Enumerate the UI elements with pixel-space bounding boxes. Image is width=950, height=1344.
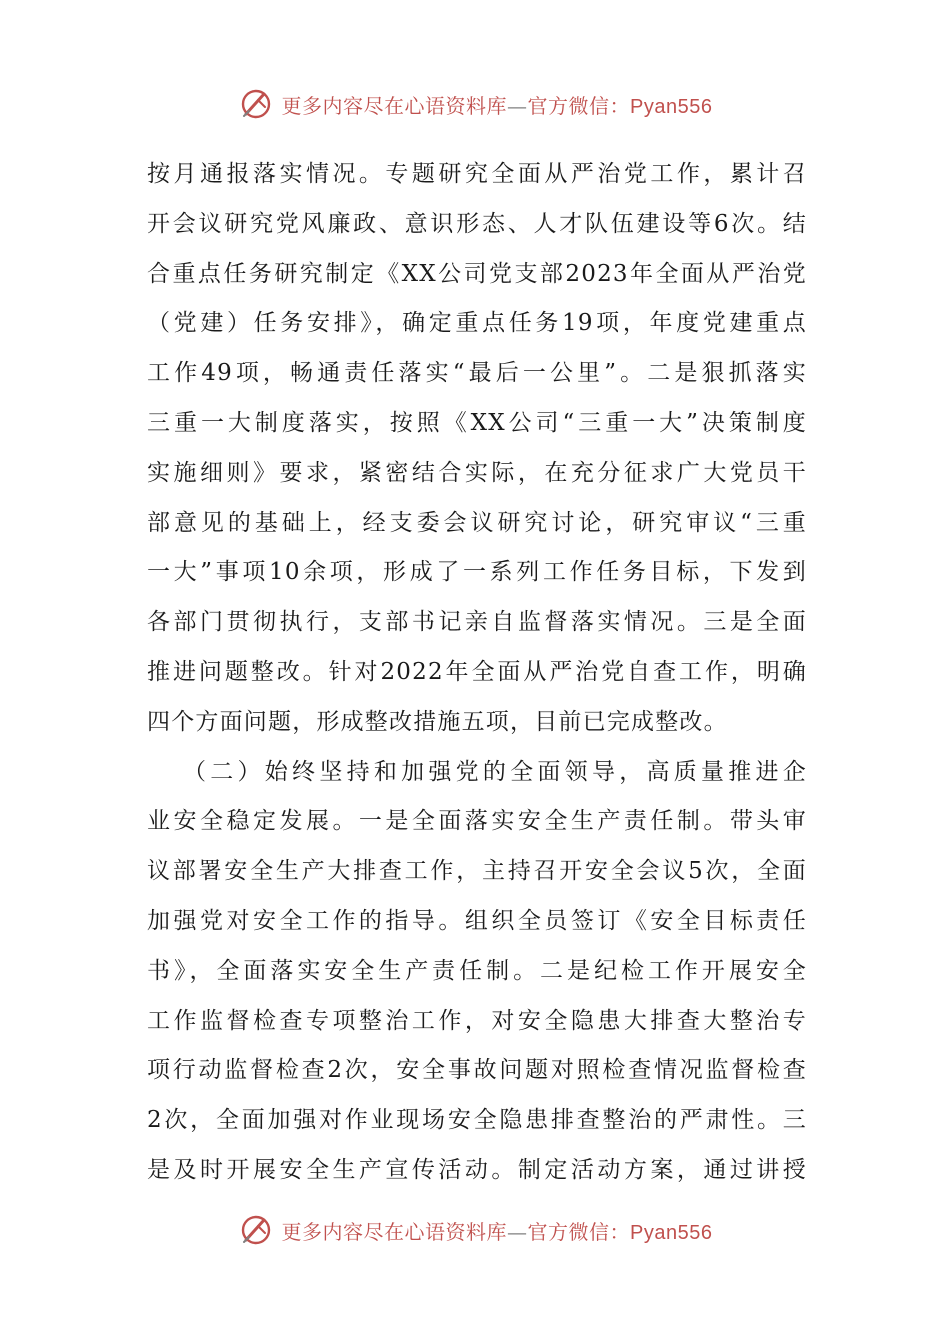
watermark-handle: Pyan556 <box>630 95 713 118</box>
text-line: 按月通报落实情况。专题研究全面从严治党工作，累计召 <box>147 161 807 187</box>
text-line: 三重一大制度落实，按照《XX公司“三重一大”决策制度 <box>147 409 807 436</box>
paragraph-1 <box>147 150 807 748</box>
text-line: 2次，全面加强对作业现场安全隐患排查整治的严肃性。三 <box>147 1107 807 1134</box>
text-line: 推进问题整改。针对2022年全面从严治党自查工作，明确 <box>147 658 807 685</box>
text-line: 是及时开展安全生产宣传活动。制定活动方案，通过讲授 <box>147 1156 807 1183</box>
text-line: 业安全稳定发展。一是全面落实安全生产责任制。带头审 <box>147 808 807 835</box>
text-line: 四个方面问题，形成整改措施五项，目前已完成整改。 <box>147 708 728 735</box>
header-watermark <box>0 84 950 124</box>
watermark-main-text: 更多内容尽在心语资料库 <box>281 93 508 118</box>
document-body <box>147 150 807 1196</box>
text-line: 议部署安全生产大排查工作，主持召开安全会议5次，全面 <box>147 858 807 885</box>
section-heading-line: （二）始终坚持和加强党的全面领导，高质量推进企 <box>183 758 807 785</box>
text-line: 一大”事项10余项，形成了一系列工作任务目标，下发到 <box>147 559 807 586</box>
text-line: 实施细则》要求，紧密结合实际，在充分征求广大党员干 <box>147 459 807 486</box>
text-line: 合重点任务研究制定《XX公司党支部2023年全面从严治党 <box>147 260 807 287</box>
footer-watermark <box>0 1210 950 1250</box>
watermark-text <box>282 90 713 119</box>
watermark-text <box>282 1216 713 1245</box>
paragraph-2 <box>147 748 807 1196</box>
text-line: 项行动监督检查2次，安全事故问题对照检查情况监督检查 <box>147 1057 807 1084</box>
watermark-separator: — <box>507 1219 528 1244</box>
watermark-wechat-label: 官方微信： <box>527 1219 631 1244</box>
text-line: 部意见的基础上，经支委会议研究讨论，研究审议“三重 <box>147 509 807 536</box>
text-line: 加强党对安全工作的指导。组织全员签订《安全目标责任 <box>147 907 807 934</box>
text-line: 工作49项，畅通责任落实“最后一公里”。二是狠抓落实 <box>147 360 807 387</box>
text-line: 开会议研究党风廉政、意识形态、人才队伍建设等6次。结 <box>147 210 807 237</box>
watermark-handle: Pyan556 <box>630 1221 713 1244</box>
text-line: （党建）任务安排》，确定重点任务19项，年度党建重点 <box>147 310 807 337</box>
pen-logo-icon <box>238 1212 274 1248</box>
watermark-wechat-label: 官方微信： <box>527 93 631 118</box>
watermark-main-text: 更多内容尽在心语资料库 <box>281 1219 508 1244</box>
text-line: 工作监督检查专项整治工作，对安全隐患大排查大整治专 <box>147 1007 807 1034</box>
watermark-separator: — <box>507 93 528 118</box>
text-line: 书》，全面落实安全生产责任制。二是纪检工作开展安全 <box>147 957 807 984</box>
pen-logo-icon <box>238 86 274 122</box>
text-line: 各部门贯彻执行，支部书记亲自监督落实情况。三是全面 <box>147 609 807 636</box>
